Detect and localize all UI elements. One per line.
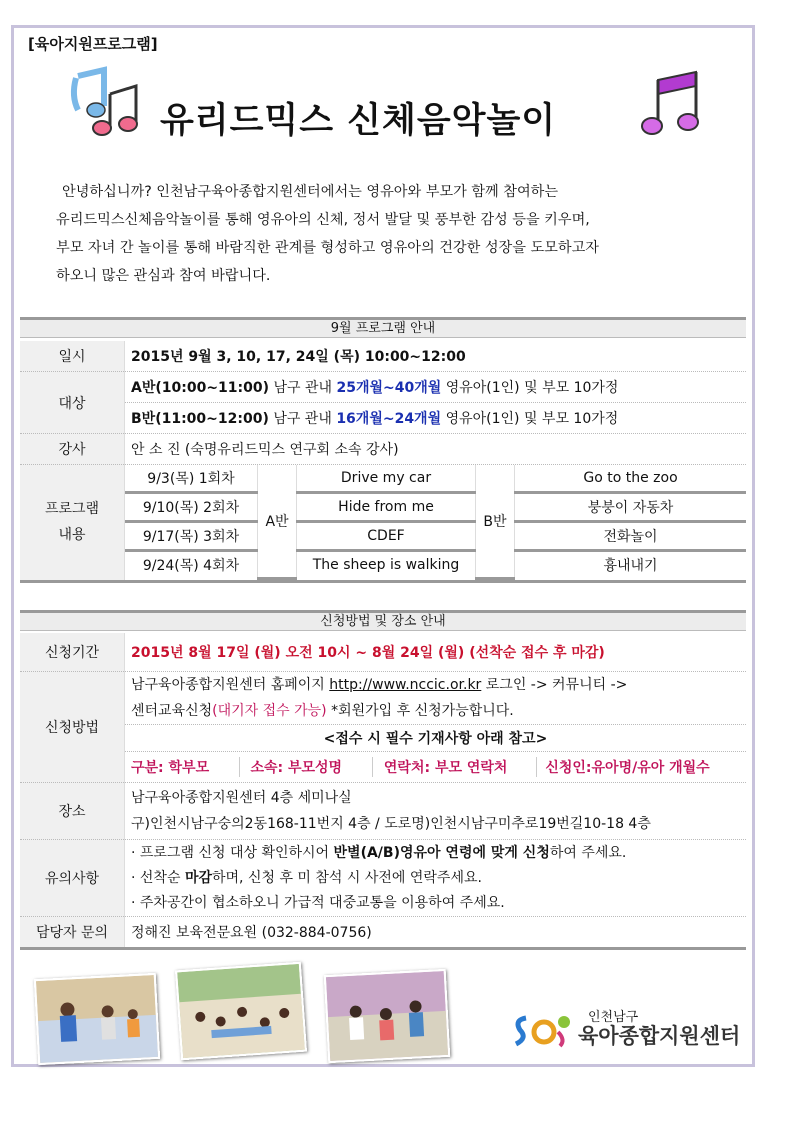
intro-text bbox=[56, 178, 736, 290]
center-logo-icon bbox=[510, 1010, 576, 1050]
content-label-line: 내용 bbox=[58, 527, 86, 544]
method-line1-pre: 남구육아종합지원센터 홈페이지 bbox=[131, 677, 325, 693]
intro-line: 하오니 많은 관심과 참여 바랍니다. bbox=[56, 268, 271, 284]
required-note-row bbox=[20, 725, 746, 752]
session-a: Drive my car bbox=[297, 465, 476, 493]
content-label bbox=[20, 465, 125, 582]
session-date: 9/3(목) 1회차 bbox=[125, 465, 258, 493]
required-field: 연락처: 부모 연락처 bbox=[378, 757, 537, 777]
method-line2-pre: 센터교육신청 bbox=[131, 703, 213, 719]
required-field: 신청인:유아명/유아 개월수 bbox=[545, 760, 710, 776]
program-table bbox=[20, 341, 746, 583]
music-note-right-icon bbox=[640, 70, 702, 140]
contact-value: 정해진 보육전문요원 (032-884-0756) bbox=[125, 917, 747, 949]
content-row bbox=[20, 465, 746, 582]
target-b-age: 16개월~24개월 bbox=[336, 411, 442, 427]
required-fields bbox=[125, 752, 747, 783]
session-date: 9/17(목) 3회차 bbox=[125, 522, 258, 551]
instructor-row bbox=[20, 434, 746, 465]
session-date: 9/10(목) 2회차 bbox=[125, 493, 258, 522]
session-row bbox=[125, 465, 746, 493]
session-a: The sheep is walking bbox=[297, 551, 476, 579]
session-row bbox=[125, 551, 746, 579]
intro-line: 안녕하십니까? 인천남구육아종합지원센터에서는 영유아와 부모가 함께 참여하는 bbox=[62, 184, 559, 200]
session-table bbox=[125, 465, 746, 580]
page-title: 유리드믹스 신체음악놀이 bbox=[160, 101, 557, 141]
method-text bbox=[125, 672, 747, 725]
note-bold: 마감 bbox=[184, 869, 212, 886]
method-row bbox=[20, 672, 746, 725]
program-section-header: 9월 프로그램 안내 bbox=[20, 317, 746, 338]
session-date: 9/24(목) 4회차 bbox=[125, 551, 258, 579]
homepage-link[interactable]: http://www.nccic.or.kr bbox=[329, 677, 482, 693]
target-b-pre: 남구 관내 bbox=[273, 411, 332, 427]
place-label: 장소 bbox=[20, 783, 125, 840]
target-a-post: 영유아(1인) 및 부모 10가정 bbox=[445, 380, 619, 396]
contact-label: 담당자 문의 bbox=[20, 917, 125, 949]
instructor-value: 안 소 진 (숙명유리드믹스 연구회 소속 강사) bbox=[125, 434, 747, 465]
place-row bbox=[20, 783, 746, 840]
intro-line: 유리드믹스신체음악놀이를 통해 영유아의 신체, 정서 발달 및 풍부한 감성 등을 키우며, bbox=[56, 212, 590, 228]
notes-row bbox=[20, 840, 746, 917]
class-b-label: B반 bbox=[476, 465, 515, 578]
instructor-label: 강사 bbox=[20, 434, 125, 465]
session-a: Hide from me bbox=[297, 493, 476, 522]
note-pre: · 선착순 bbox=[131, 869, 185, 886]
note-post: 하며, 신청 후 미 참석 시 사전에 연락주세요. bbox=[212, 869, 482, 886]
notes-value bbox=[125, 840, 747, 917]
note-pre: · 프로그램 신청 대상 확인하시어 bbox=[131, 844, 334, 861]
required-field: 소속: 부모성명 bbox=[244, 757, 373, 777]
required-field: 구분: 학부모 bbox=[125, 757, 240, 777]
method-line2-paren: (대기자 접수 가능) bbox=[212, 703, 327, 719]
activity-photo bbox=[34, 973, 160, 1065]
place-line: 남구육아종합지원센터 4층 세미나실 bbox=[131, 790, 352, 806]
session-a: CDEF bbox=[297, 522, 476, 551]
content-cell bbox=[125, 465, 747, 582]
activity-photo bbox=[324, 969, 450, 1063]
session-row bbox=[125, 493, 746, 522]
session-b: 붕붕이 자동차 bbox=[515, 493, 747, 522]
target-b-post: 영유아(1인) 및 부모 10가정 bbox=[445, 411, 619, 427]
place-value bbox=[125, 783, 747, 840]
logo-title: 육아종합지원센터 bbox=[578, 1024, 741, 1048]
activity-photo bbox=[175, 962, 307, 1061]
target-row-a bbox=[20, 372, 746, 403]
note-pre: · 주차공간이 협소하오니 가급적 대중교통을 이용하여 주세요. bbox=[131, 894, 505, 911]
session-b: 전화놀이 bbox=[515, 522, 747, 551]
schedule-value: 2015년 9월 3, 10, 17, 24일 (목) 10:00~12:00 bbox=[125, 341, 747, 372]
period-value: 2015년 8월 17일 (월) 오전 10시 ~ 8월 24일 (월) (선착순 접수 후 마감) bbox=[125, 633, 747, 672]
period-row bbox=[20, 633, 746, 672]
note-bold: 반별(A/B)영유아 연령에 맞게 신청 bbox=[333, 844, 550, 861]
target-a-age: 25개월~40개월 bbox=[336, 380, 442, 396]
session-b: 흉내내기 bbox=[603, 558, 658, 574]
class-a-label: A반 bbox=[258, 465, 297, 578]
apply-table bbox=[20, 633, 746, 950]
contact-row bbox=[20, 917, 746, 949]
target-row-b bbox=[20, 403, 746, 434]
period-label: 신청기간 bbox=[20, 633, 125, 672]
notes-label: 유의사항 bbox=[20, 840, 125, 917]
target-label: 대상 bbox=[20, 372, 125, 434]
target-b bbox=[125, 403, 747, 434]
method-line1-post: 로그인 -> 커뮤니티 -> bbox=[485, 677, 628, 693]
target-b-class: B반(11:00~12:00) bbox=[131, 411, 269, 427]
apply-section-header: 신청방법 및 장소 안내 bbox=[20, 610, 746, 631]
intro-line: 부모 자녀 간 놀이를 통해 바람직한 관계를 형성하고 영유아의 건강한 성장을 도모하고자 bbox=[56, 240, 599, 256]
method-label: 신청방법 bbox=[20, 672, 125, 783]
schedule-row bbox=[20, 341, 746, 372]
logo-subtitle: 인천남구 bbox=[588, 1010, 639, 1025]
place-line: 구)인천시남구숭의2동168-11번지 4층 / 도로명)인천시남구미추로19번길10-18 4층 bbox=[131, 816, 651, 832]
required-fields-row bbox=[20, 752, 746, 783]
target-a-class: A반(10:00~11:00) bbox=[131, 380, 270, 396]
session-row bbox=[125, 522, 746, 551]
target-a-pre: 남구 관내 bbox=[273, 380, 333, 396]
required-note: <접수 시 필수 기재사항 아래 참고> bbox=[125, 725, 747, 752]
session-b: Go to the zoo bbox=[515, 465, 747, 493]
music-note-left-icon bbox=[66, 66, 146, 138]
note-post: 하여 주세요. bbox=[549, 844, 627, 861]
target-a bbox=[125, 372, 747, 403]
schedule-label: 일시 bbox=[20, 341, 125, 372]
method-line2-post: *회원가입 후 신청가능합니다. bbox=[331, 703, 514, 719]
program-category-tag: [육아지원프로그램] bbox=[28, 35, 158, 53]
content-label-line: 프로그램 bbox=[44, 501, 100, 518]
